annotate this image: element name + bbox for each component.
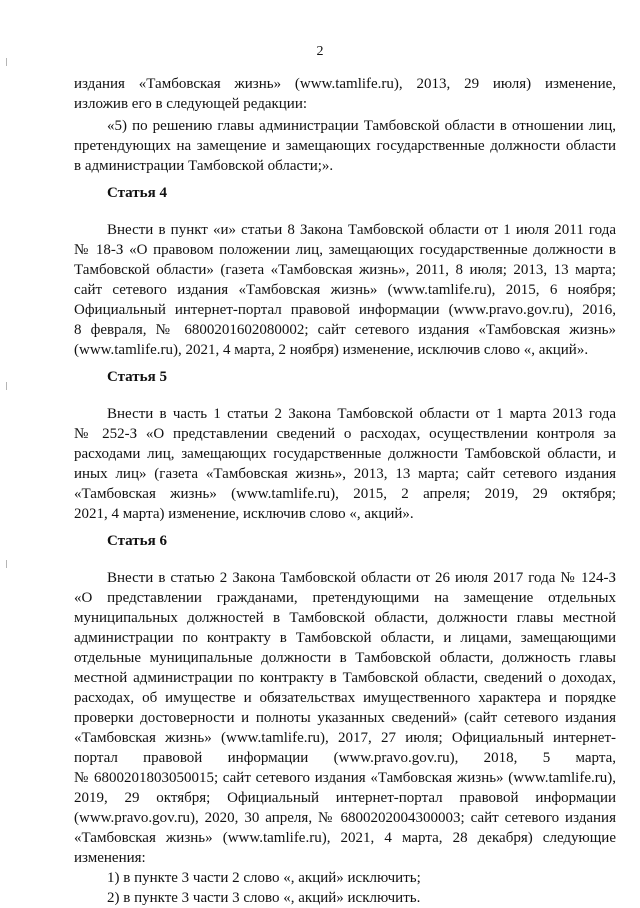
article-4-heading: Статья 4: [107, 185, 167, 201]
article-5-line-4: иных лиц» (газета «Тамбовская жизнь», 2013, 13 марта; сайт сетевого издания: [74, 466, 616, 482]
article-5-line-2: № 252-З «О представлении сведений о расходах, осуществлении контроля за: [74, 426, 616, 442]
article-6-line-13: (www.pravo.gov.ru), 2020, 30 апреля, № 6800202004300003; сайт сетевого издания: [74, 810, 616, 826]
article-6-line-14: «Тамбовская жизнь» (www.tamlife.ru), 2021, 4 марта, 28 декабря) следующие: [74, 830, 616, 846]
intro-line-2: изложив его в следующей редакции:: [74, 96, 308, 112]
article-6-line-2: «О представлении гражданами, претендующими на замещение отдельных: [74, 590, 616, 606]
article-6-line-7: расходах, об имуществе и обязательствах имущественного характера и порядке: [74, 690, 616, 706]
article-6-line-15: изменения:: [74, 850, 146, 866]
article-6-line-1: Внести в статью 2 Закона Тамбовской области от 26 июля 2017 года № 124-З: [107, 570, 616, 586]
article-5-line-1: Внести в часть 1 статьи 2 Закона Тамбовской области от 1 марта 2013 года: [107, 406, 616, 422]
article-6-line-11: № 6800201803050015; сайт сетевого издания «Тамбовская жизнь» (www.tamlife.ru),: [74, 770, 616, 786]
article-4-line-3: Тамбовской области» (газета «Тамбовская жизнь», 2011, 8 июля; 2013, 13 марта;: [74, 262, 616, 278]
intro-line-5: в администрации Тамбовской области;».: [74, 158, 334, 174]
scan-mark: [6, 58, 7, 66]
article-5-line-3: расходами лиц, замещающих государственные должности Тамбовской области, и: [74, 446, 616, 462]
page-number: 2: [316, 44, 324, 59]
intro-line-3: «5) по решению главы администрации Тамбовской области в отношении лиц,: [107, 118, 616, 134]
article-4-line-5: Официальный интернет-портал правовой информации (www.pravo.gov.ru), 2016,: [74, 302, 616, 318]
article-6-line-12: 2019, 29 октября; Официальный интернет-портал правовой информации: [74, 790, 616, 806]
article-6-line-8: проверки достоверности и полноты указанных сведений» (сайт сетевого издания: [74, 710, 616, 726]
article-6-line-4: администрации по контракту в Тамбовской области, и лицами, замещающими: [74, 630, 616, 646]
article-4-line-7: (www.tamlife.ru), 2021, 4 марта, 2 ноября) изменение, исключив слово «, акций».: [74, 342, 589, 358]
article-6-line-10: портал правовой информации (www.pravo.gov.ru), 2018, 5 марта,: [74, 750, 616, 766]
article-5-heading: Статья 5: [107, 369, 167, 385]
article-6-line-3: муниципальных должностей в Тамбовской области, должности главы местной: [74, 610, 616, 626]
article-5-line-5: «Тамбовская жизнь» (www.tamlife.ru), 2015, 2 апреля; 2019, 29 октября;: [74, 486, 616, 502]
scan-mark: [6, 382, 7, 390]
article-4-line-6: 8 февраля, № 6800201602080002; сайт сетевого издания «Тамбовская жизнь»: [74, 322, 616, 338]
article-6-line-9: «Тамбовская жизнь» (www.tamlife.ru), 2017, 27 июля; Официальный интернет-: [74, 730, 616, 746]
article-6-heading: Статья 6: [107, 533, 167, 549]
scan-mark: [6, 560, 7, 568]
article-6-line-6: местной администрации по контракту в Тамбовской области, сведений о доходах,: [74, 670, 616, 686]
article-6-item-2: 2) в пункте 3 части 3 слово «, акций» исключить.: [107, 890, 421, 906]
intro-line-1: издания «Тамбовская жизнь» (www.tamlife.ru), 2013, 29 июля) изменение,: [74, 76, 616, 92]
intro-line-4: претендующих на замещение и замещающих государственные должности области: [74, 138, 616, 154]
article-5-line-6: 2021, 4 марта) изменение, исключив слово «, акций».: [74, 506, 414, 522]
article-6-line-5: отдельные муниципальные должности в Тамбовской области, должность главы: [74, 650, 616, 666]
article-6-item-1: 1) в пункте 3 части 2 слово «, акций» исключить;: [107, 870, 421, 886]
article-4-line-1: Внести в пункт «и» статьи 8 Закона Тамбовской области от 1 июля 2011 года: [107, 222, 616, 238]
article-4-line-4: сайт сетевого издания «Тамбовская жизнь» (www.tamlife.ru), 2015, 6 ноября;: [74, 282, 616, 298]
article-4-line-2: № 18-З «О правовом положении лиц, замещающих государственные должности в: [74, 242, 616, 258]
